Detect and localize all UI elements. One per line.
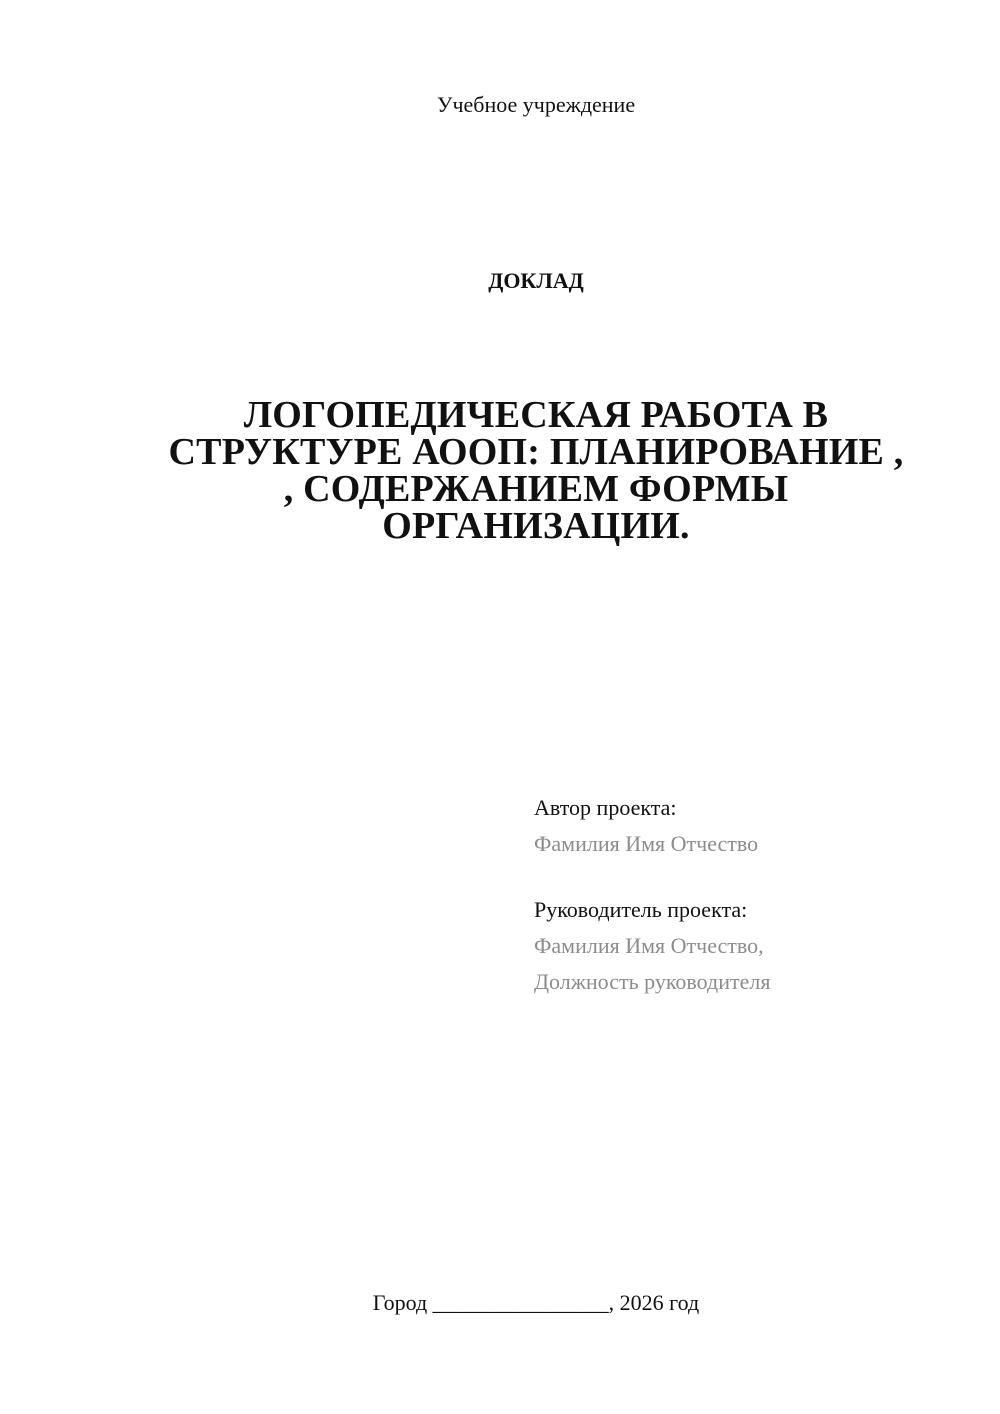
supervisor-label: Руководитель проекта: bbox=[534, 897, 748, 922]
institution-name: Учебное учреждение bbox=[436, 92, 636, 117]
author-name-placeholder: Фамилия Имя Отчество bbox=[534, 831, 759, 856]
document-type: ДОКЛАД bbox=[488, 268, 584, 293]
title-line: , СОДЕРЖАНИЕМ ФОРМЫ bbox=[283, 468, 789, 510]
title-line: СТРУКТУРЕ АООП: ПЛАНИРОВАНИЕ , bbox=[168, 431, 904, 473]
author-label: Автор проекта: bbox=[534, 795, 677, 820]
title-line: ОРГАНИЗАЦИИ. bbox=[382, 505, 690, 547]
supervisor-position-placeholder: Должность руководителя bbox=[534, 969, 771, 994]
title-line: ЛОГОПЕДИЧЕСКАЯ РАБОТА В bbox=[243, 394, 829, 436]
city-year-line: Город ________________, 2026 год bbox=[372, 1290, 700, 1315]
credits-block bbox=[534, 790, 974, 1000]
supervisor-name-placeholder: Фамилия Имя Отчество, bbox=[534, 933, 764, 958]
document-title bbox=[130, 394, 942, 547]
credits-spacer bbox=[534, 862, 974, 892]
